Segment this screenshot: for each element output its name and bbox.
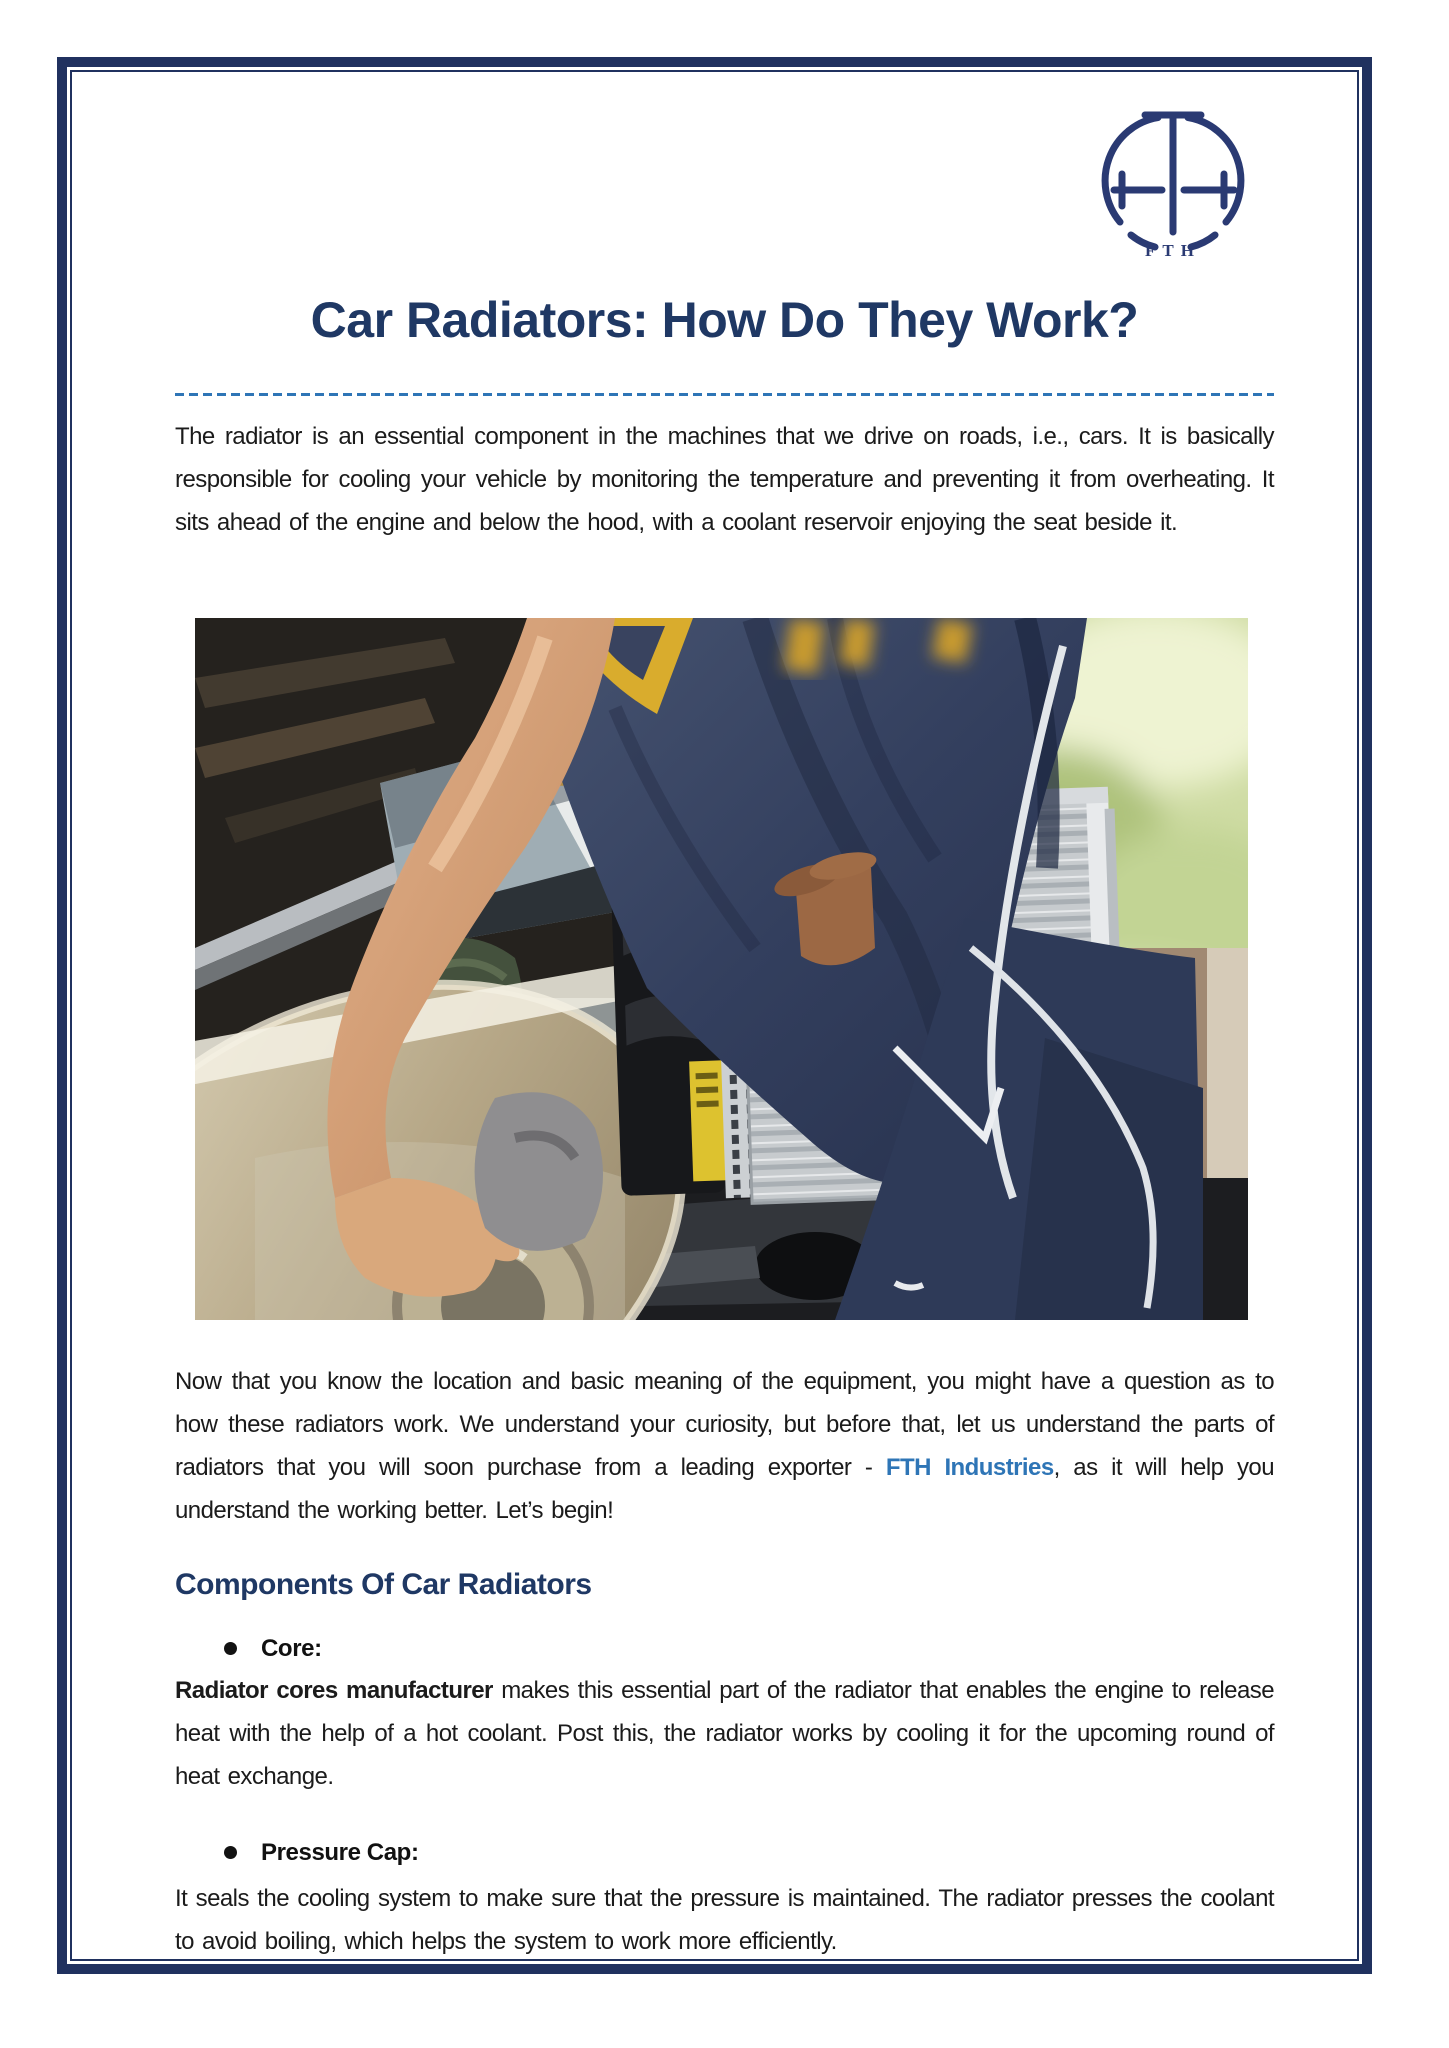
core-paragraph-lead: Radiator cores manufacturer: [175, 1677, 493, 1704]
bullet-icon: [224, 1642, 237, 1655]
fth-logo-monogram: FTH: [1145, 241, 1201, 260]
fth-industries-link[interactable]: FTH Industries: [885, 1454, 1054, 1481]
article-photo: [195, 618, 1248, 1320]
after-photo-paragraph: [175, 1360, 1274, 1532]
bullet-label-core: Core:: [261, 1635, 322, 1662]
after-photo-text-after: , as it will help you understand the working better. Let’s begin!: [175, 1454, 1275, 1524]
bullet-item-core: [175, 1627, 1274, 1670]
components-section-heading: Components Of Car Radiators: [175, 1568, 592, 1601]
after-photo-text-before: Now that you know the location and basic meaning of the equipment, you might have a question as to how these radiators work. We understand your curiosity, but before that, let us understand the parts of radiators that you will soon purchase from a leading exporter -: [175, 1368, 1274, 1481]
core-paragraph-body: makes this essential part of the radiator that enables the engine to release heat with the help of a hot coolant. Post this, the radiator works by cooling it for the upcoming round of heat exchange.: [175, 1677, 1274, 1790]
core-paragraph: [175, 1669, 1274, 1798]
bullet-icon: [224, 1846, 237, 1859]
fth-logo-icon: [1098, 104, 1248, 260]
dashed-divider: [175, 393, 1274, 396]
bullet-label-pressure-cap: Pressure Cap:: [261, 1839, 419, 1866]
pressure-cap-paragraph: It seals the cooling system to make sure that the pressure is maintained. The radiator presses the coolant to avoid boiling, which helps the system to work more efficiently.: [175, 1885, 1274, 1955]
intro-paragraph: The radiator is an essential component in the machines that we drive on roads, i.e., cars. It is basically responsible for cooling your vehicle by monitoring the temperature and preventing it from overheating. It sits ahead of the engine and below the hood, with a coolant reservoir enjoying the seat beside it.: [175, 423, 1274, 536]
bullet-item-pressure-cap: [175, 1831, 1274, 1874]
page-title: Car Radiators: How Do They Work?: [310, 292, 1139, 348]
